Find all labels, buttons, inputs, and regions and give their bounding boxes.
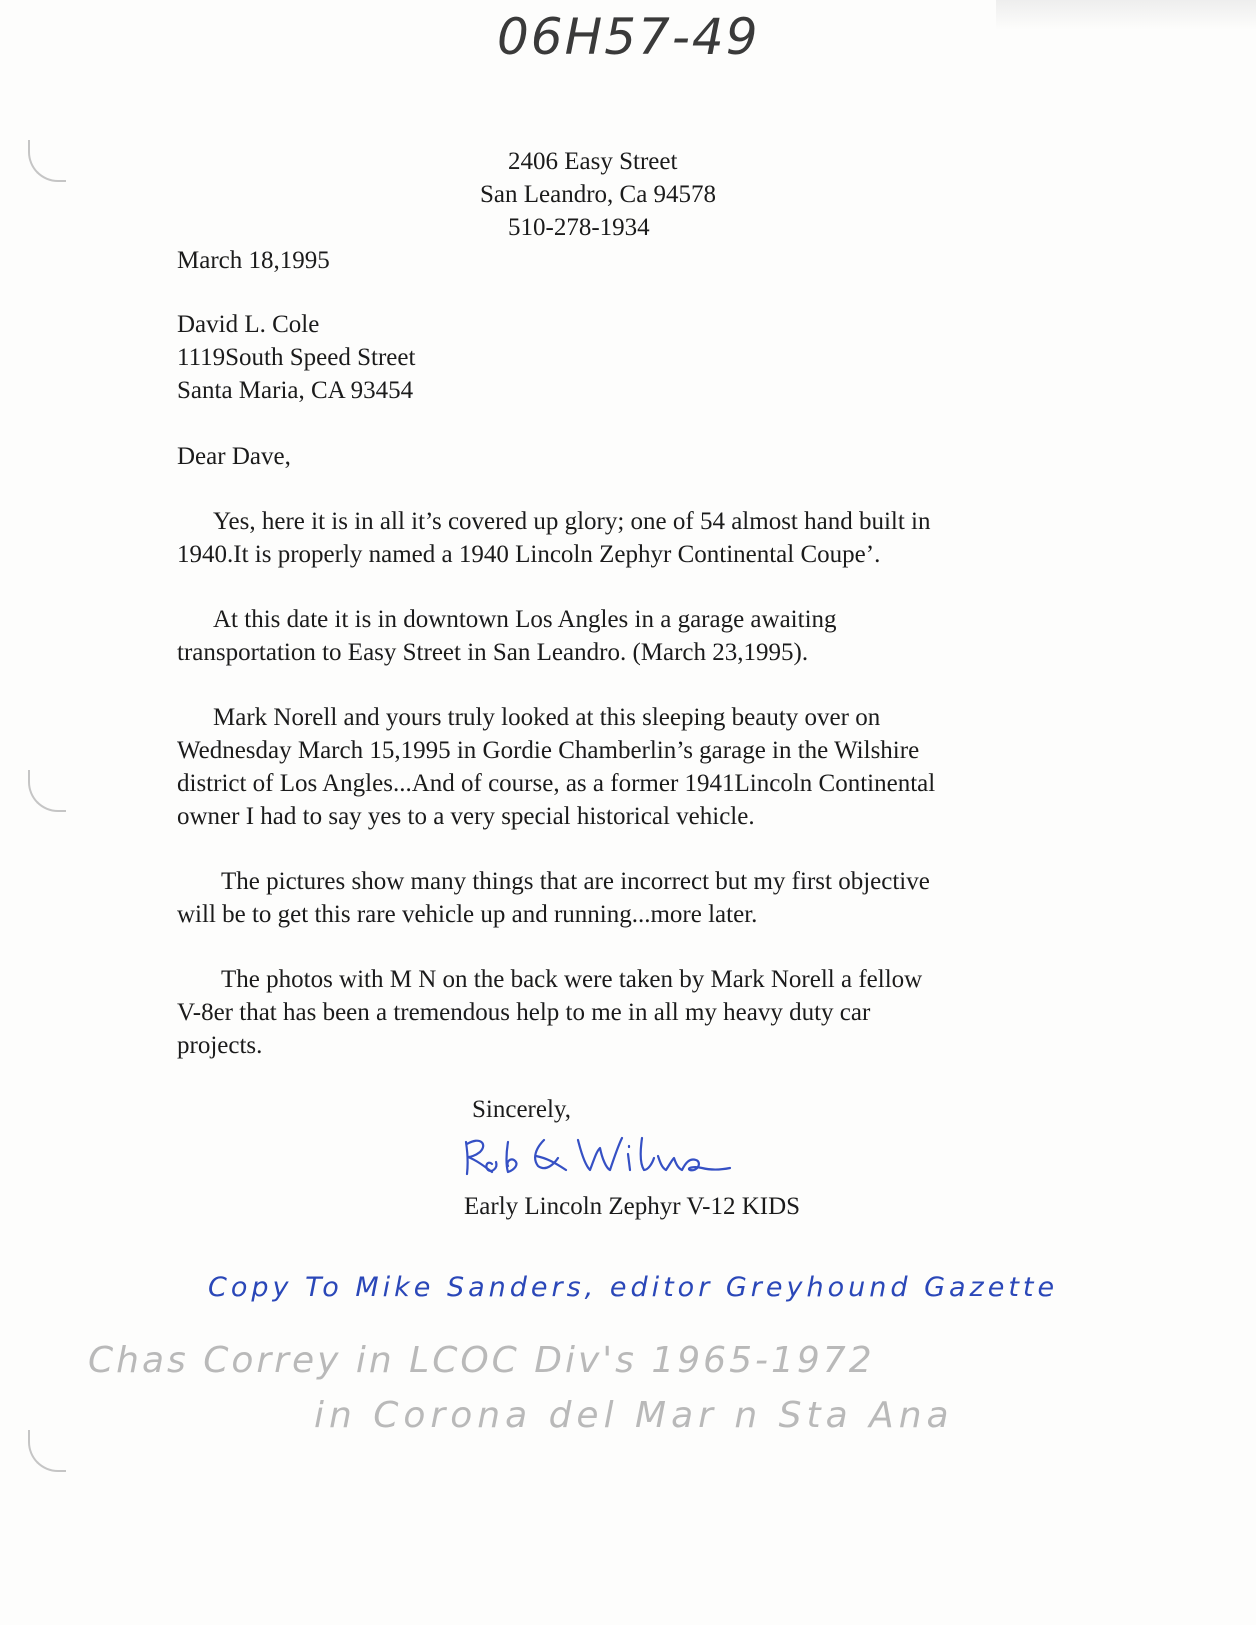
sender-street: 2406 Easy Street [508,148,678,175]
paragraph-line: Mark Norell and yours truly looked at this sleeping beauty over on [213,704,881,731]
recipient-street: 1119South Speed Street [177,344,416,371]
paragraph-line: The pictures show many things that are incorrect but my first objective [221,868,930,895]
body-paragraph-4 [177,865,1057,931]
organization-signature-line: Early Lincoln Zephyr V-12 KIDS [464,1193,801,1220]
copy-to-note: Copy To Mike Sanders, editor Greyhound Gazette [208,1272,1059,1303]
paragraph-line: transportation to Easy Street in San Leandro. (March 23,1995). [177,639,809,666]
paragraph-line: V-8er that has been a tremendous help to me in all my heavy duty car [177,999,871,1026]
pencil-note-line-1: Chas Correy in LCOC Div's 1965-1972 [88,1340,875,1381]
closing: Sincerely, [472,1096,572,1123]
recipient-city: Santa Maria, CA 93454 [177,377,414,404]
paragraph-line: owner I had to say yes to a very special historical vehicle. [177,803,755,830]
body-paragraph-3 [177,701,1057,833]
document-number: 06H57-49 [497,8,760,66]
body-paragraph-5 [177,963,1057,1062]
paragraph-line: At this date it is in downtown Los Angles in a garage awaiting [213,606,837,633]
binder-hole-mark-middle [28,770,66,812]
paragraph-line: Yes, here it is in all it’s covered up glory; one of 54 almost hand built in [213,508,931,535]
body-paragraph-2 [177,603,1057,669]
binder-hole-mark-top [28,140,66,182]
salutation: Dear Dave, [177,443,291,470]
paragraph-line: 1940.It is properly named a 1940 Lincoln Zephyr Continental Coupe’. [177,541,881,568]
recipient-name: David L. Cole [177,311,320,338]
body-paragraph-1 [177,505,1057,571]
handwritten-signature [458,1130,738,1190]
scan-corner-shadow [996,0,1256,30]
sender-city: San Leandro, Ca 94578 [480,181,717,208]
sender-phone: 510-278-1934 [508,214,650,241]
letter-date: March 18,1995 [177,247,330,274]
pencil-note-line-2: in Corona del Mar n Sta Ana [314,1395,954,1436]
paragraph-line: The photos with M N on the back were taken by Mark Norell a fellow [221,966,923,993]
paragraph-line: Wednesday March 15,1995 in Gordie Chamberlin’s garage in the Wilshire [177,737,920,764]
paragraph-line: projects. [177,1032,263,1059]
paragraph-line: district of Los Angles...And of course, as a former 1941Lincoln Continental [177,770,936,797]
paragraph-line: will be to get this rare vehicle up and running...more later. [177,901,758,928]
binder-hole-mark-bottom [28,1430,66,1472]
